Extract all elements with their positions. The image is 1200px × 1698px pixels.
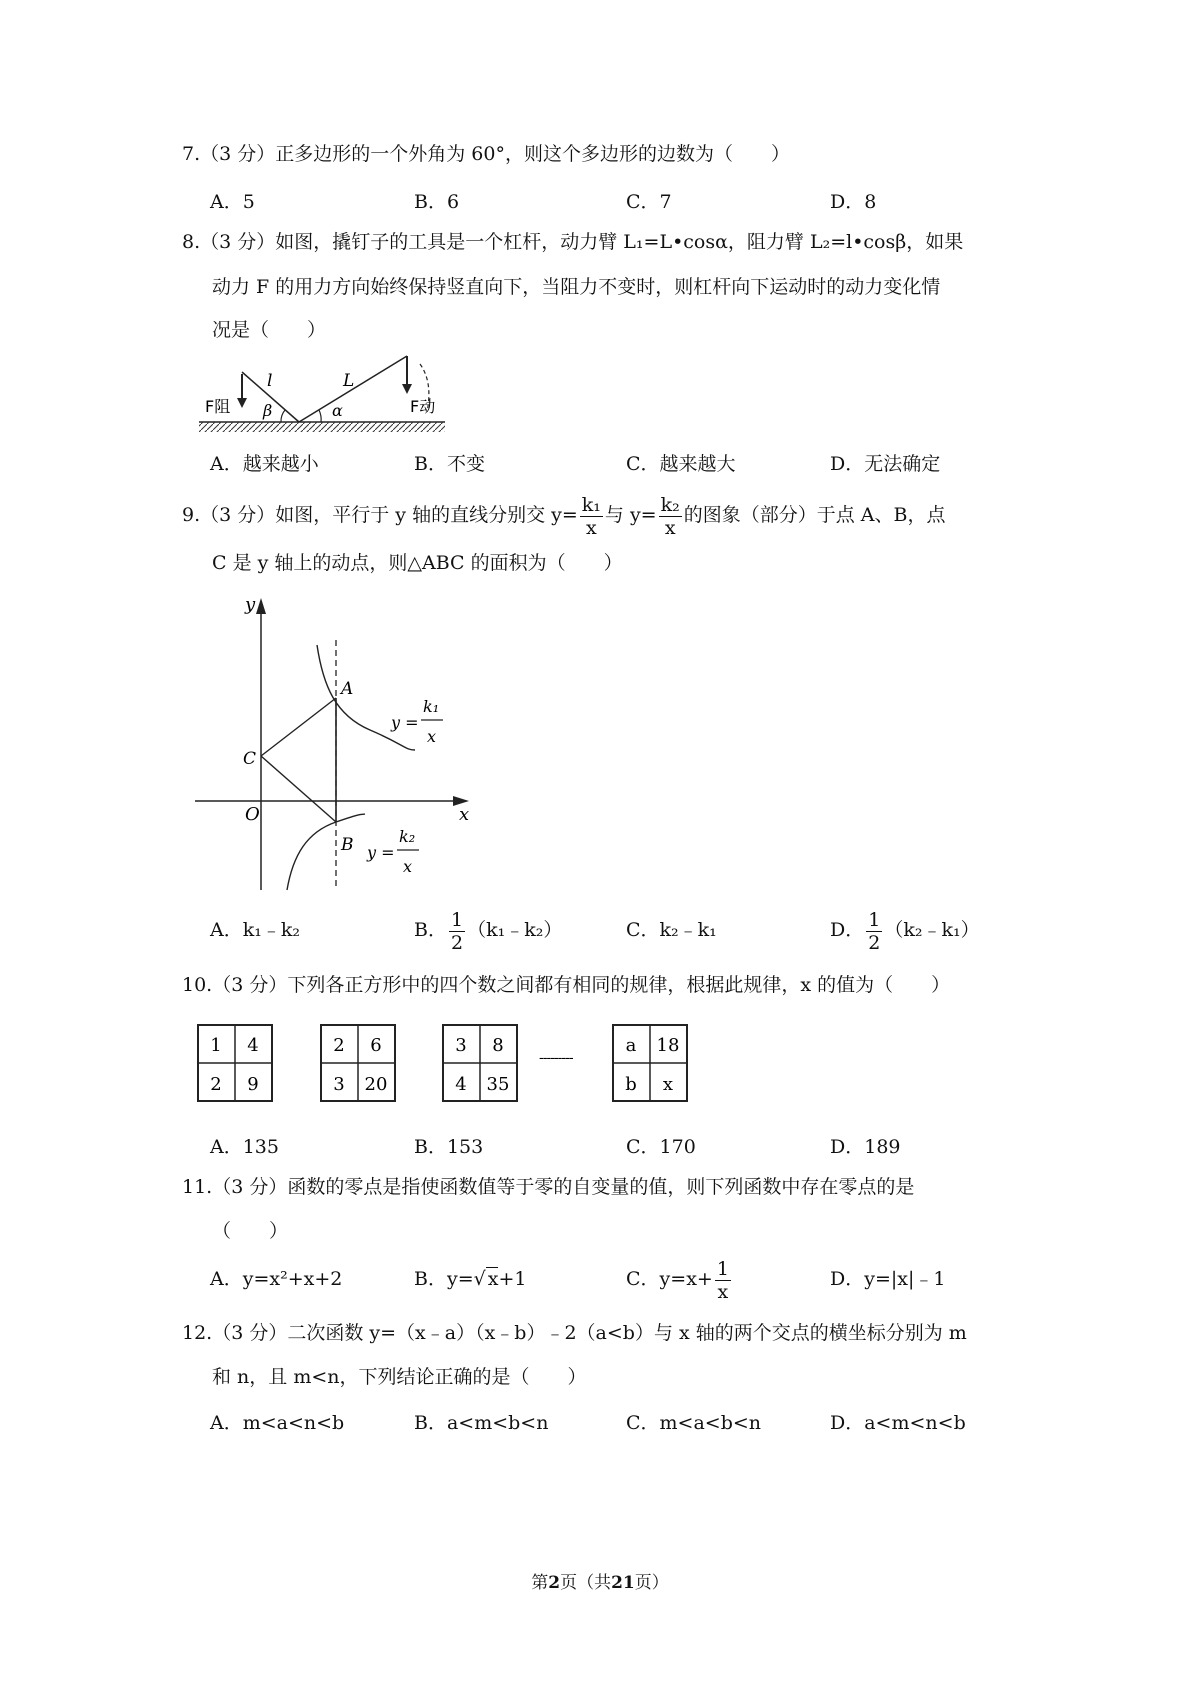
option-b-suffix: （k₁﹣k₂）: [467, 919, 563, 941]
fraction-half: [866, 909, 882, 954]
option-d-prefix: D．: [830, 919, 865, 941]
cell: 8: [492, 1035, 504, 1056]
question-9-line-1a: 9.（3 分）如图，平行于 y 轴的直线分别交 y=: [182, 504, 578, 526]
option-d: D．189: [830, 1136, 901, 1158]
option-b-prefix: B．y=: [414, 1268, 474, 1290]
question-12-line-2-wrap: [182, 1364, 1042, 1391]
question-8-options: [210, 449, 1050, 479]
question-10-options: [210, 1132, 1050, 1162]
sqrt-radicand: x: [487, 1268, 499, 1290]
question-8: [182, 229, 1042, 256]
question-9: [182, 490, 1042, 540]
option-a: A．m<a<n<b: [210, 1412, 345, 1434]
footer-suffix: 页）: [634, 1573, 669, 1593]
question-7: [182, 141, 1042, 168]
footer-mid: 页（共: [560, 1573, 612, 1593]
question-11-line-1: 11.（3 分）函数的零点是指使函数值等于零的自变量的值，则下列函数中存在零点的是: [182, 1176, 915, 1198]
option-d-suffix: （k₂﹣k₁）: [884, 919, 980, 941]
option-c: C．170: [626, 1136, 696, 1158]
cell: 18: [656, 1035, 680, 1056]
denominator: x: [664, 516, 676, 539]
option-d: D．a<m<n<b: [830, 1412, 966, 1434]
denominator: x: [717, 1280, 729, 1303]
beta-arc: [281, 410, 285, 422]
label-f-resist: F阻: [205, 397, 231, 416]
question-12-options: [210, 1408, 1050, 1438]
square-3: [443, 1025, 517, 1101]
option-b-prefix: B．: [414, 919, 447, 941]
option-b: B．a<m<b<n: [414, 1412, 549, 1434]
label-c: C: [243, 749, 257, 769]
eq2-numerator: k₂: [399, 827, 416, 846]
option-d: D．8: [830, 191, 877, 213]
label-a: A: [341, 679, 354, 699]
square-2: [321, 1025, 395, 1101]
question-9-line-2: C 是 y 轴上的动点，则△ABC 的面积为（ ）: [212, 552, 623, 574]
option-a: A．135: [210, 1136, 279, 1158]
option-a: A．k₁﹣k₂: [210, 919, 300, 941]
square-1: [198, 1025, 272, 1101]
resist-arrowhead: [237, 398, 247, 408]
y-axis-arrow: [256, 598, 266, 614]
cell: 9: [247, 1074, 259, 1095]
numerator: 1: [716, 1257, 729, 1280]
cell: a: [625, 1035, 637, 1056]
option-a: A．5: [210, 191, 255, 213]
segment-ca: [261, 698, 336, 756]
question-9-line-1b: 与 y=: [604, 504, 657, 526]
option-c: [626, 1254, 733, 1304]
label-beta: β: [263, 401, 273, 420]
question-12: [182, 1320, 1042, 1347]
squares-figure: [195, 1022, 695, 1106]
question-11-line-2-wrap: [182, 1218, 1042, 1245]
cell: 1: [210, 1035, 222, 1056]
question-8-line-1: 8.（3 分）如图，撬钉子的工具是一个杠杆，动力臂 L₁=L•cosα，阻力臂 L₂=l•cosβ，如果: [182, 231, 964, 253]
ground-hatch: [199, 422, 445, 432]
fraction-k2-over-x: [659, 494, 682, 539]
footer-total-pages: 21: [611, 1573, 635, 1593]
eq2-denominator: x: [403, 857, 413, 876]
cell: 4: [247, 1035, 259, 1056]
option-d: D．无法确定: [830, 453, 941, 475]
cell: 3: [333, 1074, 345, 1095]
option-d: D．y=|x|﹣1: [830, 1268, 946, 1290]
option-b: [414, 905, 562, 955]
cell: 20: [364, 1074, 388, 1095]
question-11: [182, 1174, 1042, 1201]
cell: 2: [210, 1074, 222, 1095]
footer-prefix: 第: [531, 1573, 549, 1593]
power-arrowhead: [402, 384, 412, 394]
option-b: B．y=√ x+1: [414, 1268, 527, 1290]
question-8-line-3-wrap: [182, 317, 1042, 344]
question-12-line-1: 12.（3 分）二次函数 y=（x﹣a）（x﹣b）﹣2（a<b）与 x 轴的两个交点的横坐标分别为 m: [182, 1322, 967, 1344]
question-9-line-2-wrap: [182, 550, 1042, 577]
segment-cb: [261, 756, 336, 822]
option-c: C．m<a<b<n: [626, 1412, 762, 1434]
label-o: O: [245, 804, 260, 825]
eq1-lhs: y =: [391, 713, 419, 732]
numerator: 1: [868, 908, 881, 931]
numerator: k₂: [660, 493, 680, 516]
question-11-options: [210, 1254, 1050, 1304]
square-4: [613, 1025, 687, 1101]
question-12-line-2: 和 n，且 m<n，下列结论正确的是（ ）: [212, 1366, 587, 1388]
question-9-options: [210, 905, 1050, 955]
denominator: 2: [868, 931, 881, 954]
numerator: k₁: [581, 493, 601, 516]
cell: b: [625, 1074, 637, 1095]
option-b: B．6: [414, 191, 460, 213]
label-x: x: [459, 804, 470, 825]
question-10-stem: 10.（3 分）下列各正方形中的四个数之间都有相同的规律，根据此规律，x 的值为（ ）: [182, 974, 951, 996]
question-10: [182, 972, 1042, 999]
fraction-half: [449, 909, 465, 954]
lever-figure: [195, 352, 455, 438]
alpha-arc: [319, 410, 321, 422]
denominator: x: [585, 516, 597, 539]
curve-k1: [317, 645, 415, 750]
denominator: 2: [450, 931, 464, 954]
question-8-line-2-wrap: [182, 274, 1042, 301]
question-8-line-2: 动力 F 的用力方向始终保持竖直向下，当阻力不变时，则杠杆向下运动时的动力变化情: [212, 276, 941, 298]
cell: 6: [370, 1035, 382, 1056]
option-c: C．k₂﹣k₁: [626, 919, 717, 941]
label-l: l: [267, 371, 273, 391]
fraction-k1-over-x: [580, 494, 603, 539]
option-c: C．越来越大: [626, 453, 736, 475]
cell: 4: [455, 1074, 467, 1095]
option-b: B．153: [414, 1136, 484, 1158]
cell: 3: [455, 1035, 467, 1056]
label-b: B: [341, 835, 354, 855]
eq2-lhs: y =: [367, 843, 395, 862]
option-d: [830, 905, 980, 955]
question-9-line-1c: 的图象（部分）于点 A、B，点: [683, 504, 946, 526]
hyperbola-figure: [195, 590, 485, 900]
label-alpha: α: [332, 401, 343, 420]
cell: x: [662, 1074, 674, 1095]
option-c: C．7: [626, 191, 672, 213]
option-a: A．y=x²+x+2: [210, 1268, 343, 1290]
footer-page-number: 2: [548, 1573, 561, 1593]
eq1-numerator: k₁: [423, 697, 440, 716]
option-a: A．越来越小: [210, 453, 319, 475]
label-f-power: F动: [410, 397, 436, 416]
eq1-denominator: x: [427, 727, 437, 746]
question-7-stem: 7.（3 分）正多边形的一个外角为 60°，则这个多边形的边数为（ ）: [182, 143, 790, 165]
option-b: B．不变: [414, 453, 485, 475]
question-7-options: [210, 187, 1050, 217]
label-y: y: [245, 594, 256, 615]
cell: 2: [333, 1035, 345, 1056]
ellipsis: ---------: [539, 1050, 573, 1066]
option-c-prefix: C．y=x+: [626, 1268, 713, 1290]
question-11-line-2: （ ）: [212, 1220, 289, 1242]
label-L: L: [343, 371, 355, 391]
question-8-line-3: 况是（ ）: [212, 319, 327, 341]
numerator: 1: [450, 908, 464, 931]
page-footer: [0, 1568, 1200, 1593]
option-b-suffix: +1: [498, 1268, 527, 1290]
cell: 35: [486, 1074, 510, 1095]
fraction-1-over-x: [715, 1258, 731, 1303]
